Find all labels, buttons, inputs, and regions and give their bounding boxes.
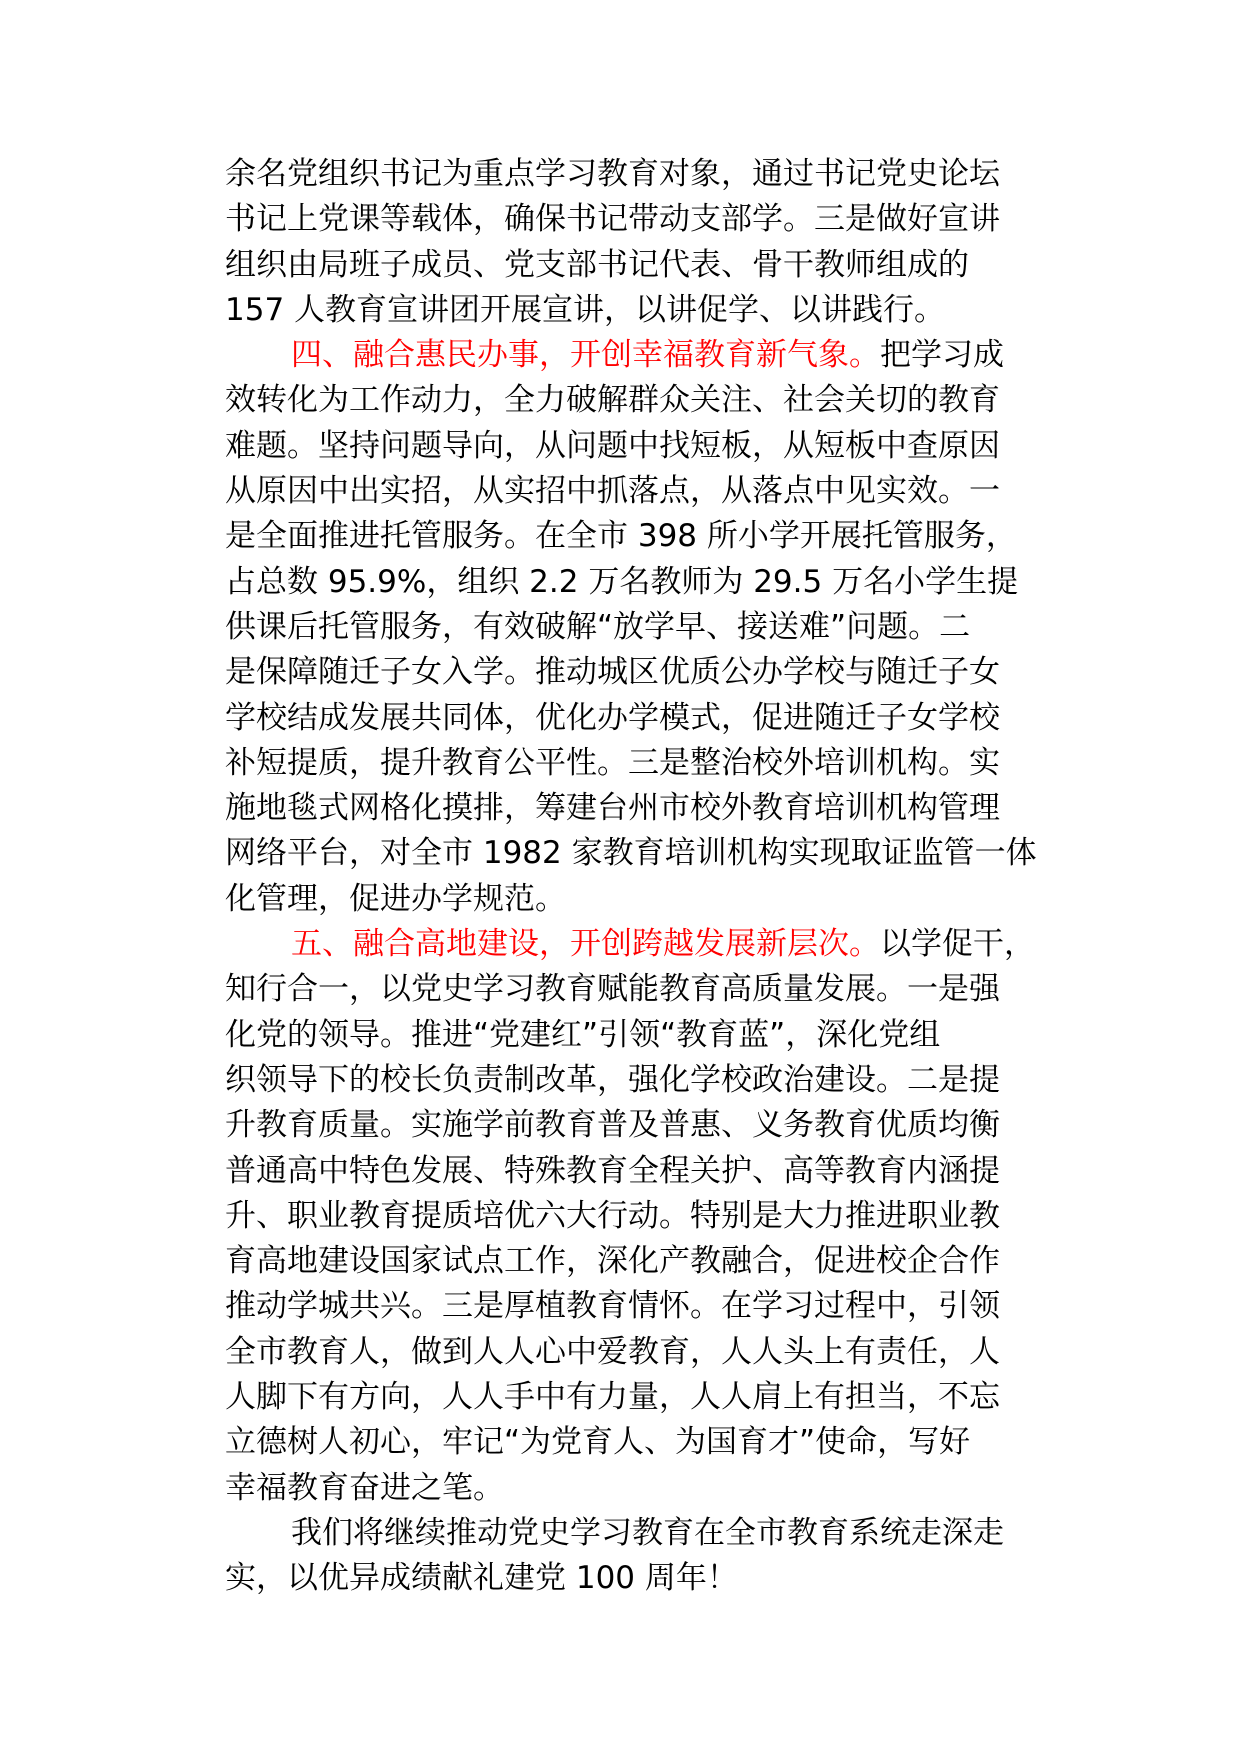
body-text: 育高地建设国家试点工作，深化产教融合，促进校企合作 xyxy=(225,1243,1000,1280)
text-line xyxy=(225,424,1125,469)
body-text: 织领导下的校长负责制改革，强化学校政治建设。二是提 xyxy=(225,1061,1000,1098)
text-line xyxy=(225,1511,1125,1556)
text-line xyxy=(225,1149,1125,1194)
text-line xyxy=(225,1556,1125,1601)
document-body xyxy=(225,152,1125,1602)
text-line xyxy=(225,333,1125,378)
text-line xyxy=(225,922,1125,967)
body-text: 供课后托管服务，有效破解“放学早、接送难”问题。二 xyxy=(225,608,971,645)
paragraph-p4 xyxy=(225,1511,1125,1602)
body-text: 人脚下有方向，人人手中有力量，人人肩上有担当，不忘 xyxy=(225,1379,1000,1416)
body-text: 化管理，促进办学规范。 xyxy=(225,880,566,917)
text-line xyxy=(225,514,1125,559)
text-line xyxy=(225,877,1125,922)
section-heading: 四、融合惠民办事，开创幸福教育新气象。 xyxy=(291,337,880,374)
text-line xyxy=(225,1103,1125,1148)
text-line xyxy=(225,696,1125,741)
text-line xyxy=(225,1013,1125,1058)
body-text: 从原因中出实招，从实招中抓落点，从落点中见实效。一 xyxy=(225,473,1000,510)
text-line xyxy=(225,831,1125,876)
body-text: 余名党组织书记为重点学习教育对象，通过书记党史论坛 xyxy=(225,156,1000,192)
text-line xyxy=(225,605,1125,650)
text-line xyxy=(225,288,1125,333)
body-text: 推动学城共兴。三是厚植教育情怀。在学习过程中，引领 xyxy=(225,1288,1000,1325)
body-text: 补短提质，提升教育公平性。三是整治校外培训机构。实 xyxy=(225,744,1000,781)
body-text: 是全面推进托管服务。在全市 398 所小学开展托管服务， xyxy=(225,518,1017,555)
text-line xyxy=(225,1284,1125,1329)
body-text: 以学促干， xyxy=(880,926,1035,963)
body-text: 难题。坚持问题导向，从问题中找短板，从短板中查原因 xyxy=(225,427,1000,464)
body-text: 立德树人初心，牢记“为党育人、为国育才”使命，写好 xyxy=(225,1424,971,1461)
body-text: 学校结成发展共同体，优化办学模式，促进随迁子女学校 xyxy=(225,699,1000,736)
body-text: 幸福教育奋进之笔。 xyxy=(225,1469,504,1506)
body-text: 升教育质量。实施学前教育普及普惠、义务教育优质均衡 xyxy=(225,1107,1000,1144)
text-line xyxy=(225,650,1125,695)
body-text: 把学习成 xyxy=(880,337,1004,374)
text-line xyxy=(225,967,1125,1012)
text-line xyxy=(225,243,1125,288)
text-line xyxy=(225,197,1125,242)
body-text: 书记上党课等载体，确保书记带动支部学。三是做好宣讲 xyxy=(225,201,1000,238)
text-line xyxy=(225,1375,1125,1420)
text-line xyxy=(225,786,1125,831)
text-line xyxy=(225,378,1125,423)
body-text: 实，以优异成绩献礼建党 100 周年！ xyxy=(225,1560,738,1597)
body-text: 知行合一，以党史学习教育赋能教育高质量发展。一是强 xyxy=(225,971,1000,1008)
text-line xyxy=(225,1420,1125,1465)
body-text: 升、职业教育提质培优六大行动。特别是大力推进职业教 xyxy=(225,1197,1000,1234)
body-text: 施地毯式网格化摸排，筹建台州市校外教育培训机构管理 xyxy=(225,790,1000,827)
text-line xyxy=(225,1239,1125,1284)
text-line xyxy=(225,1058,1125,1103)
body-text: 效转化为工作动力，全力破解群众关注、社会关切的教育 xyxy=(225,382,1000,419)
paragraph-p2 xyxy=(225,333,1125,922)
body-text: 化党的领导。推进“党建红”引领“教育蓝”，深化党组 xyxy=(225,1016,941,1053)
text-line xyxy=(225,1194,1125,1239)
body-text: 占总数 95.9%，组织 2.2 万名教师为 29.5 万名小学生提 xyxy=(225,563,1019,600)
body-text: 普通高中特色发展、特殊教育全程关护、高等教育内涵提 xyxy=(225,1152,1000,1189)
text-line xyxy=(225,560,1125,605)
text-line xyxy=(225,152,1125,197)
body-text: 是保障随迁子女入学。推动城区优质公办学校与随迁子女 xyxy=(225,654,1000,691)
body-text: 我们将继续推动党史学习教育在全市教育系统走深走 xyxy=(291,1514,1004,1551)
section-heading: 五、融合高地建设，开创跨越发展新层次。 xyxy=(291,926,880,963)
text-line xyxy=(225,741,1125,786)
body-text: 网络平台，对全市 1982 家教育培训机构实现取证监管一体 xyxy=(225,835,1037,872)
text-line xyxy=(225,469,1125,514)
text-line xyxy=(225,1466,1125,1511)
text-line xyxy=(225,1330,1125,1375)
body-text: 全市教育人，做到人人心中爱教育，人人头上有责任，人 xyxy=(225,1333,1000,1370)
body-text: 157 人教育宣讲团开展宣讲，以讲促学、以讲践行。 xyxy=(225,291,946,328)
paragraph-p3 xyxy=(225,922,1125,1511)
body-text: 组织由局班子成员、党支部书记代表、骨干教师组成的 xyxy=(225,246,969,283)
paragraph-p1 xyxy=(225,152,1125,333)
